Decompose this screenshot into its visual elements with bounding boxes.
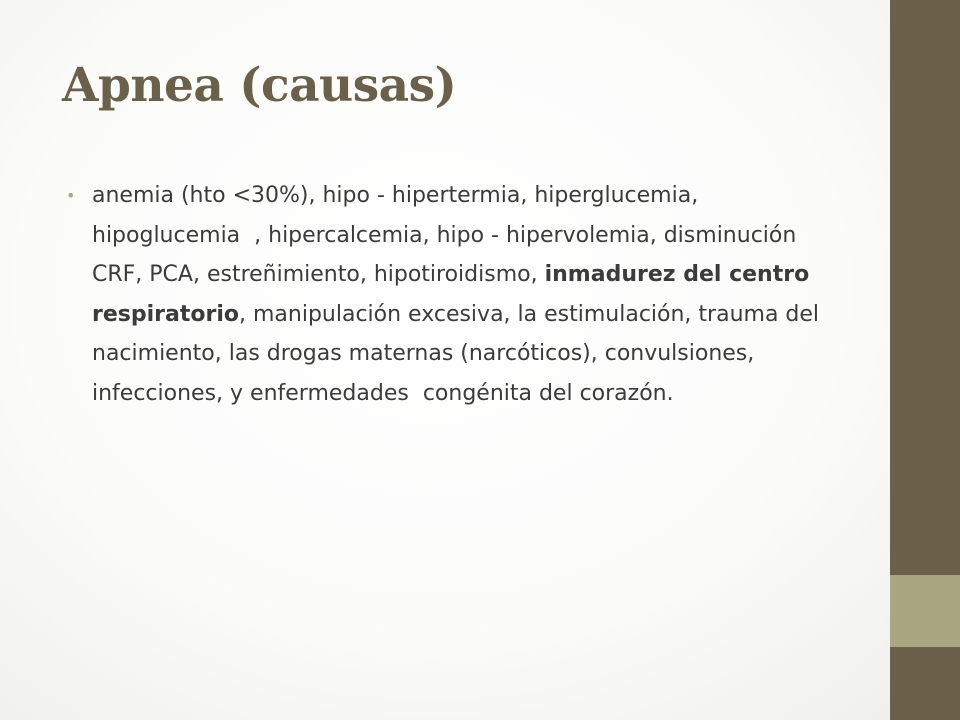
bullet-icon: • xyxy=(66,186,76,205)
bullet-text-part2: , manipulación excesiva, la estimulación, trauma del nacimiento, las drogas maternas (narcóticos), convulsiones, infecciones, y enfermedades congénita del corazón. xyxy=(92,301,820,406)
slide-title: Apnea (causas) xyxy=(62,58,457,113)
bullet-text-part1: anemia (hto <30%), hipo - hipertermia, hiperglucemia, hipoglucemia , hipercalcemia, hipo - hipervolemia, disminución CRF, PCA, estreñimiento, hipotiroidismo, xyxy=(92,183,797,287)
bullet-text-emphasis: inmadurez del centro respiratorio xyxy=(92,262,810,327)
sidebar-accent-top xyxy=(890,0,960,575)
sidebar-accent-bottom xyxy=(890,647,960,720)
sidebar-accent-middle xyxy=(890,575,960,647)
bullet-list xyxy=(66,176,846,413)
bullet-item xyxy=(66,176,846,413)
